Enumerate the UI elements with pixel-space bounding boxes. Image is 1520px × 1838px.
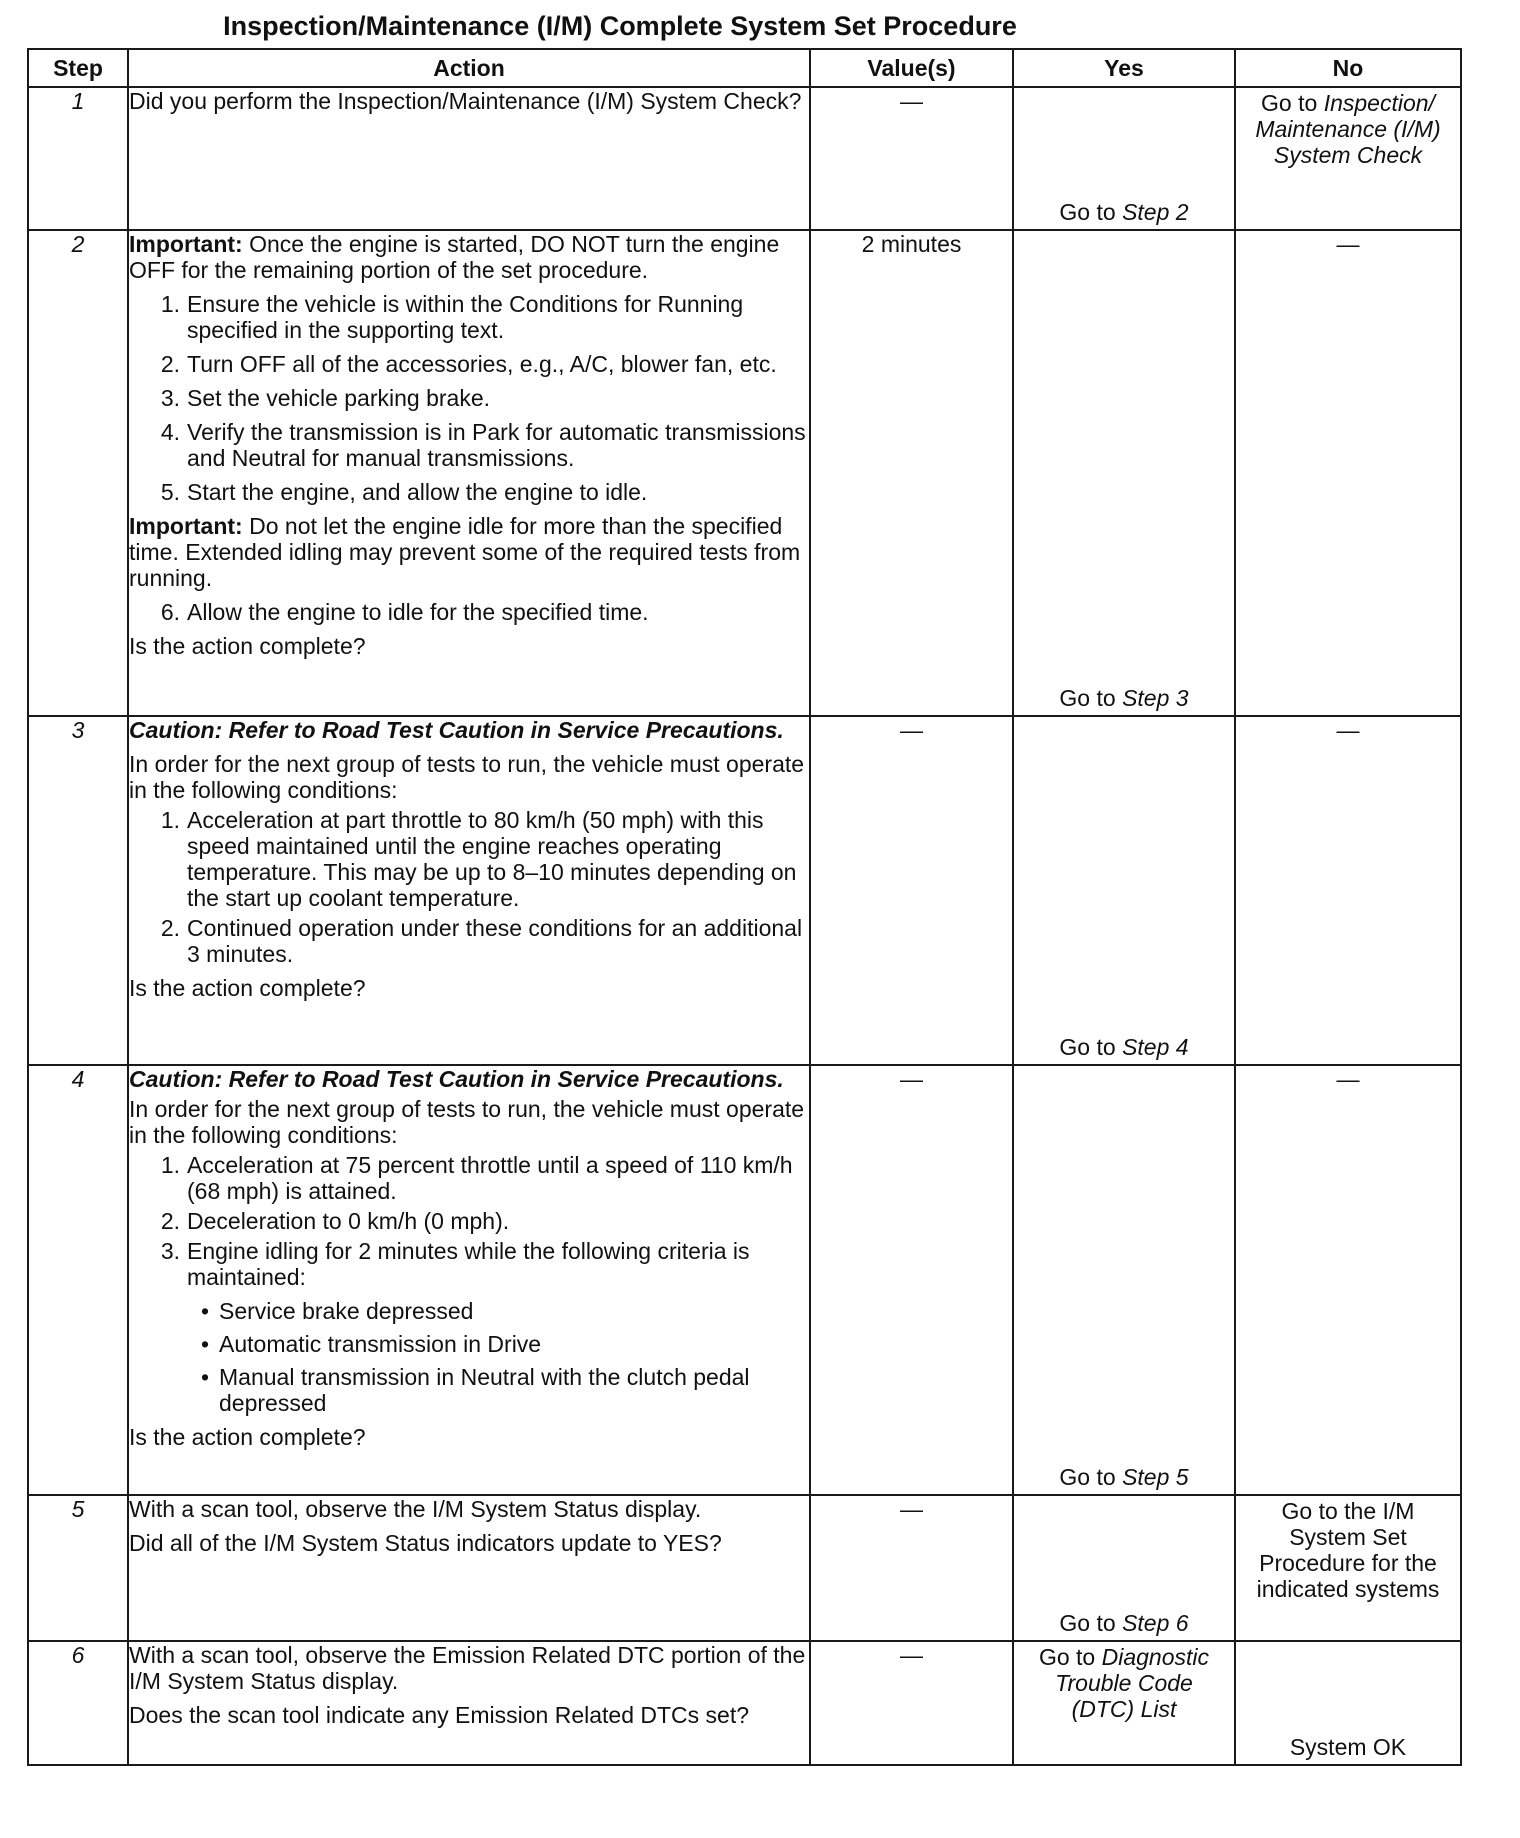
criteria-list: [129, 1298, 809, 1416]
no-cell: —: [1235, 1065, 1461, 1495]
list-item: 5. Start the engine, and allow the engine to idle.: [160, 479, 648, 506]
goto-reference: Diagnostic Trouble Code (DTC) List: [1055, 1643, 1210, 1722]
yes-goto: [1014, 1034, 1234, 1060]
goto-prefix: Go to: [1059, 685, 1116, 712]
no-outcome: System OK: [1289, 1734, 1407, 1760]
yes-goto: [1014, 685, 1234, 711]
goto-prefix: Go to: [1261, 90, 1318, 116]
step-number: 1: [28, 87, 128, 230]
list-item: 3. Engine idling for 2 minutes while the following criteria is maintained:: [160, 1237, 750, 1290]
goto-reference: Step 2: [1122, 199, 1189, 226]
action-cell: [128, 1065, 810, 1495]
action-intro: In order for the next group of tests to run, the vehicle must operate in the following conditions:: [129, 751, 805, 804]
yes-goto: [1014, 199, 1234, 225]
header-values: Value(s): [810, 49, 1013, 87]
action-cell: [128, 87, 810, 230]
goto-prefix: Go to: [1059, 1609, 1116, 1636]
action-intro: In order for the next group of tests to run, the vehicle must operate in the following conditions:: [129, 1095, 805, 1148]
action-steps-list: [129, 1152, 809, 1290]
no-cell: [1235, 1641, 1461, 1765]
list-item: 1. Ensure the vehicle is within the Conditions for Running specified in the supporting text.: [160, 291, 744, 344]
yes-goto: [1014, 1464, 1234, 1490]
header-step: Step: [28, 49, 128, 87]
action-cell: [128, 1641, 810, 1765]
goto-reference: Step 5: [1122, 1463, 1189, 1490]
list-item: • Manual transmission in Neutral with the clutch pedal depressed: [200, 1363, 750, 1416]
important-text: Once the engine is started, DO NOT turn the engine OFF for the remaining portion of the set procedure.: [129, 231, 780, 284]
procedure-table: [27, 48, 1462, 1766]
no-goto: [1236, 90, 1460, 168]
goto-reference: Inspection/ Maintenance (I/M) System Check: [1255, 90, 1441, 168]
step-number: 4: [28, 1065, 128, 1495]
important-label: Important:: [129, 231, 243, 258]
important-note: [129, 231, 809, 283]
value-cell: —: [810, 87, 1013, 230]
goto-prefix: Go to: [1059, 1463, 1116, 1490]
table-row-step-5: [28, 1495, 1461, 1641]
table-row-step-2: [28, 230, 1461, 716]
header-action: Action: [128, 49, 810, 87]
value-cell: —: [810, 1495, 1013, 1641]
action-question: Is the action complete?: [129, 633, 366, 660]
action-steps-list: [129, 291, 809, 505]
action-question: Is the action complete?: [129, 975, 366, 1002]
yes-cell: [1013, 1641, 1235, 1765]
important-text: Do not let the engine idle for more than the specified time. Extended idling may prevent some of the required tests from running.: [129, 513, 801, 592]
header-no: No: [1235, 49, 1461, 87]
caution-note: Caution: Refer to Road Test Caution in Service Precautions.: [129, 717, 784, 744]
yes-goto: [1014, 1610, 1234, 1636]
table-row-step-6: [28, 1641, 1461, 1765]
list-item: 1. Acceleration at 75 percent throttle until a speed of 110 km/h (68 mph) is attained.: [160, 1151, 793, 1204]
yes-cell: [1013, 1065, 1235, 1495]
page-title: Inspection/Maintenance (I/M) Complete System Set Procedure: [223, 11, 1017, 41]
yes-goto: [1014, 1644, 1234, 1722]
list-item: 6. Allow the engine to idle for the specified time.: [160, 599, 649, 626]
list-item: 2. Deceleration to 0 km/h (0 mph).: [160, 1207, 510, 1234]
action-instruction: With a scan tool, observe the I/M System Status display.: [129, 1495, 702, 1522]
no-cell: [1235, 1495, 1461, 1641]
yes-cell: [1013, 716, 1235, 1064]
action-question: Is the action complete?: [129, 1423, 366, 1450]
no-cell: —: [1235, 716, 1461, 1064]
goto-reference: Step 6: [1122, 1609, 1189, 1636]
value-cell: 2 minutes: [810, 230, 1013, 716]
action-steps-list: [129, 599, 809, 625]
caution-note: Caution: Refer to Road Test Caution in Service Precautions.: [129, 1065, 784, 1092]
list-item: 2. Turn OFF all of the accessories, e.g., A/C, blower fan, etc.: [160, 351, 777, 378]
value-cell: —: [810, 1065, 1013, 1495]
action-cell: [128, 1495, 810, 1641]
action-question: Did all of the I/M System Status indicators update to YES?: [129, 1529, 722, 1556]
goto-reference: Step 4: [1122, 1033, 1189, 1060]
action-question: Did you perform the Inspection/Maintenance (I/M) System Check?: [129, 88, 802, 114]
step-number: 6: [28, 1641, 128, 1765]
yes-cell: [1013, 1495, 1235, 1641]
list-item: • Automatic transmission in Drive: [200, 1330, 542, 1357]
action-cell: [128, 716, 810, 1064]
value-cell: —: [810, 716, 1013, 1064]
important-note: [129, 513, 809, 591]
step-number: 5: [28, 1495, 128, 1641]
list-item: • Service brake depressed: [200, 1297, 474, 1324]
table-row-step-3: [28, 716, 1461, 1064]
header-yes: Yes: [1013, 49, 1235, 87]
step-number: 2: [28, 230, 128, 716]
list-item: 4. Verify the transmission is in Park for automatic transmissions and Neutral for manual transmissions.: [160, 419, 806, 472]
list-item: 2. Continued operation under these conditions for an additional 3 minutes.: [160, 915, 803, 968]
action-steps-list: [129, 807, 809, 967]
goto-prefix: Go to: [1059, 1033, 1116, 1060]
action-cell: [128, 230, 810, 716]
yes-cell: [1013, 87, 1235, 230]
list-item: 1. Acceleration at part throttle to 80 km/h (50 mph) with this speed maintained until the engine reaches operating temperature. This may be up to 8–10 minutes depending on the start up coolant temperature.: [160, 807, 797, 912]
step-number: 3: [28, 716, 128, 1064]
no-cell: [1235, 87, 1461, 230]
yes-cell: [1013, 230, 1235, 716]
no-outcome: Go to the I/M System Set Procedure for the indicated systems: [1256, 1497, 1440, 1602]
important-label: Important:: [129, 513, 243, 540]
table-row-step-1: [28, 87, 1461, 230]
action-instruction: With a scan tool, observe the Emission Related DTC portion of the I/M System Status display.: [129, 1641, 806, 1694]
no-cell: —: [1235, 230, 1461, 716]
goto-prefix: Go to: [1059, 199, 1116, 226]
list-item: 3. Set the vehicle parking brake.: [160, 385, 491, 412]
action-question: Does the scan tool indicate any Emission Related DTCs set?: [129, 1701, 750, 1728]
header-row: [28, 49, 1461, 87]
table-row-step-4: [28, 1065, 1461, 1495]
goto-prefix: Go to: [1038, 1643, 1096, 1670]
value-cell: —: [810, 1641, 1013, 1765]
goto-reference: Step 3: [1122, 685, 1189, 712]
